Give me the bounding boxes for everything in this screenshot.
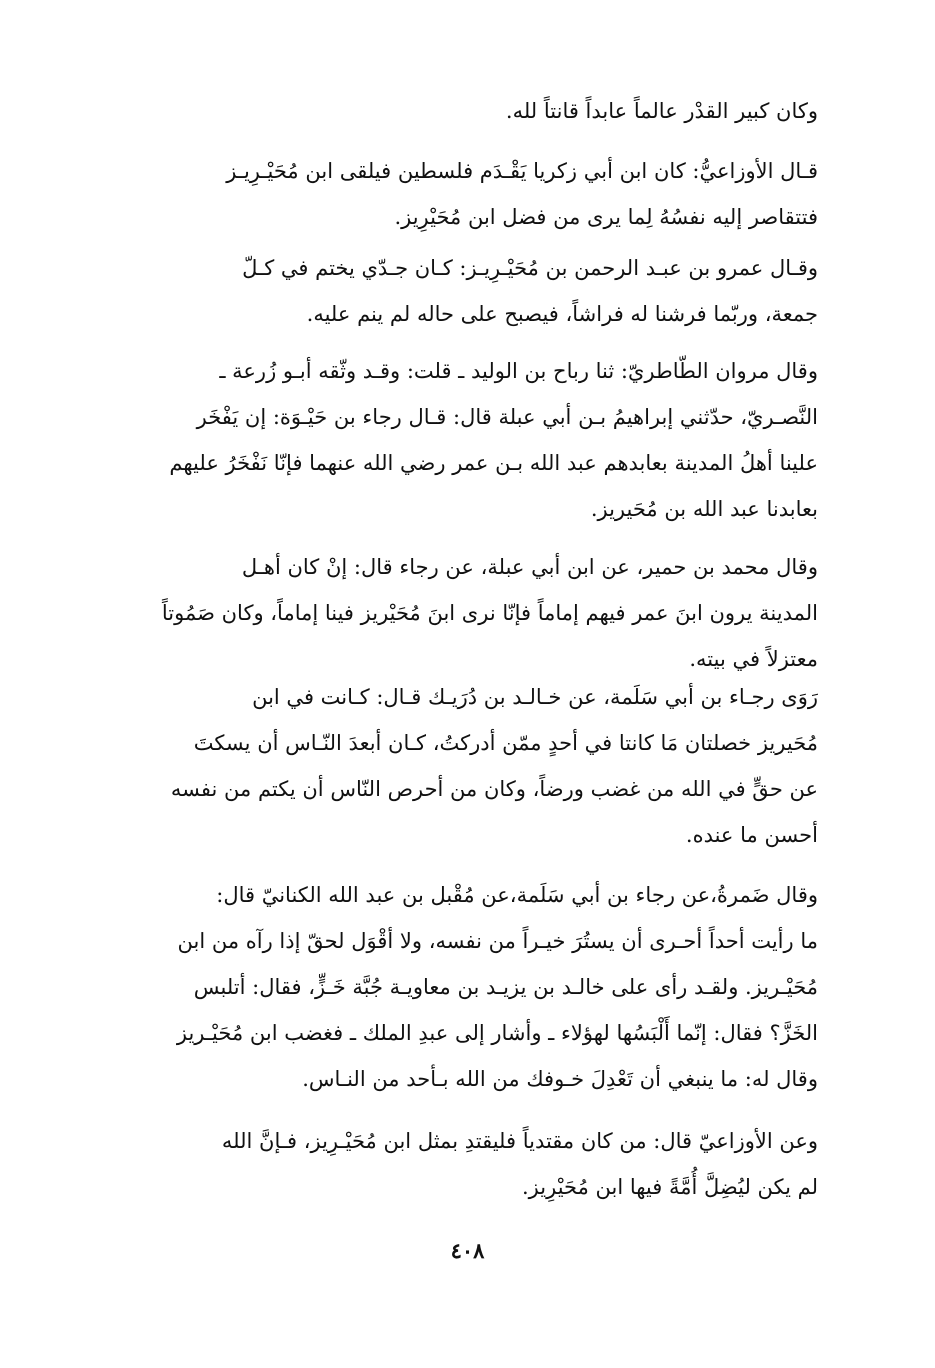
text-line: مُحَيريز خصلتان مَا كانتا في أحدٍ ممّن أدركتُ، كـان أبعدَ النّـاس أن يسكتَ <box>193 731 818 755</box>
text-line: النَّصـريّ، حدّثني إبراهيمُ بـن أبي عبلة قال: قـال رجاء بن حَيْـوَة: إن يَفْخَر <box>196 405 818 429</box>
text-line: الخَزَّ؟ فقال: إنّما أَلْبَسُها لهؤلاء ـ وأشار إلى عبدِ الملك ـ فغضب ابن مُحَيْـريز <box>176 1021 818 1045</box>
text-line: معتزلاً في بيته. <box>689 647 818 671</box>
text-line: لم يكن ليُضِلَّ أُمَّةً فيها ابن مُحَيْرِيز. <box>522 1175 818 1199</box>
text-line: وقال ضَمرةُ،عن رجاء بن أبي سَلَمة،عن مُقْبل بن عبد الله الكنانيّ قال: <box>216 883 818 907</box>
text-line: جمعة، وربّما فرشنا له فراشاً، فيصبح على حاله لم ينم عليه. <box>306 302 818 326</box>
paragraph <box>118 148 818 240</box>
paragraph <box>118 1118 818 1210</box>
paragraph <box>118 544 818 682</box>
text-line: وقال له: ما ينبغي أن تَعْدِلَ خـوفك من الله بـأحد من النـاس. <box>302 1067 818 1091</box>
paragraph <box>118 348 818 532</box>
text-line: وقال محمد بن حمير، عن ابن أبي عبلة، عن رجاء قال: إنْ كان أهـل <box>241 555 818 579</box>
page-number: ٤٠٨ <box>450 1238 485 1263</box>
text-line: عن حقٍّ في الله من غضب ورضاً، وكان من أحرص النّاس أن يكتم من نفسه <box>170 777 818 801</box>
text-line: فتتقاصر إليه نفسُهُ لِما يرى من فضل ابن مُحَيْرِيز. <box>394 205 818 229</box>
paragraph <box>118 674 818 858</box>
text-line: رَوَى رجـاء بن أبي سَلَمة، عن خـالـد بن دُرَيـك قـال: كـانت في ابن <box>252 685 818 709</box>
paragraph <box>118 245 818 337</box>
paragraph <box>118 872 818 1102</box>
text-line: قـال الأوزاعيُّ: كان ابن أبي زكريا يَقْـدَم فلسطين فيلقى ابن مُحَيْـرِيـز <box>226 159 818 183</box>
text-line: ما رأيت أحداً أحـرى أن يستُرَ خيـراً من نفسه، ولا أقْوَل لحقّ إذا رآه من ابن <box>177 929 818 953</box>
text-line: علينا أهلُ المدينة بعابدهم عبد الله بـن عمر رضي الله عنهما فإنّا نَفْخَرُ عليهم <box>169 451 818 475</box>
text-line: وعن الأوزاعيّ قال: من كان مقتدياً فليقتدِ بمثل ابن مُحَيْـرِيز، فـإنَّ الله <box>221 1129 818 1153</box>
text-line: مُحَيْـريز. ولقـد رأى على خالـد بن يزيـد بن معاويـة جُبَّة خَـزٍّ، فقال: أتلبس <box>193 975 818 999</box>
text-line: أحسن ما عنده. <box>685 823 818 847</box>
text-line: بعابدنا عبد الله بن مُحَيريز. <box>590 497 818 521</box>
text-line: وقال مروان الطّاطريّ: ثنا رباح بن الوليد ـ قلت: وقـد وثّقه أبـو زُرعة ـ <box>219 359 818 383</box>
text-line: وكان كبير القدْر عالماً عابداً قانتاً لله. <box>505 99 818 123</box>
paragraph <box>118 88 818 134</box>
text-line: وقـال عمرو بن عبـد الرحمن بن مُحَيْـرِيـز: كـان جـدّي يختم في كـلّ <box>242 256 818 280</box>
text-line: المدينة يرون ابنَ عمر فيهم إماماً فإنّا نرى ابنَ مُحَيْريز فينا إماماً، وكان صَمُوتاً <box>161 601 818 625</box>
